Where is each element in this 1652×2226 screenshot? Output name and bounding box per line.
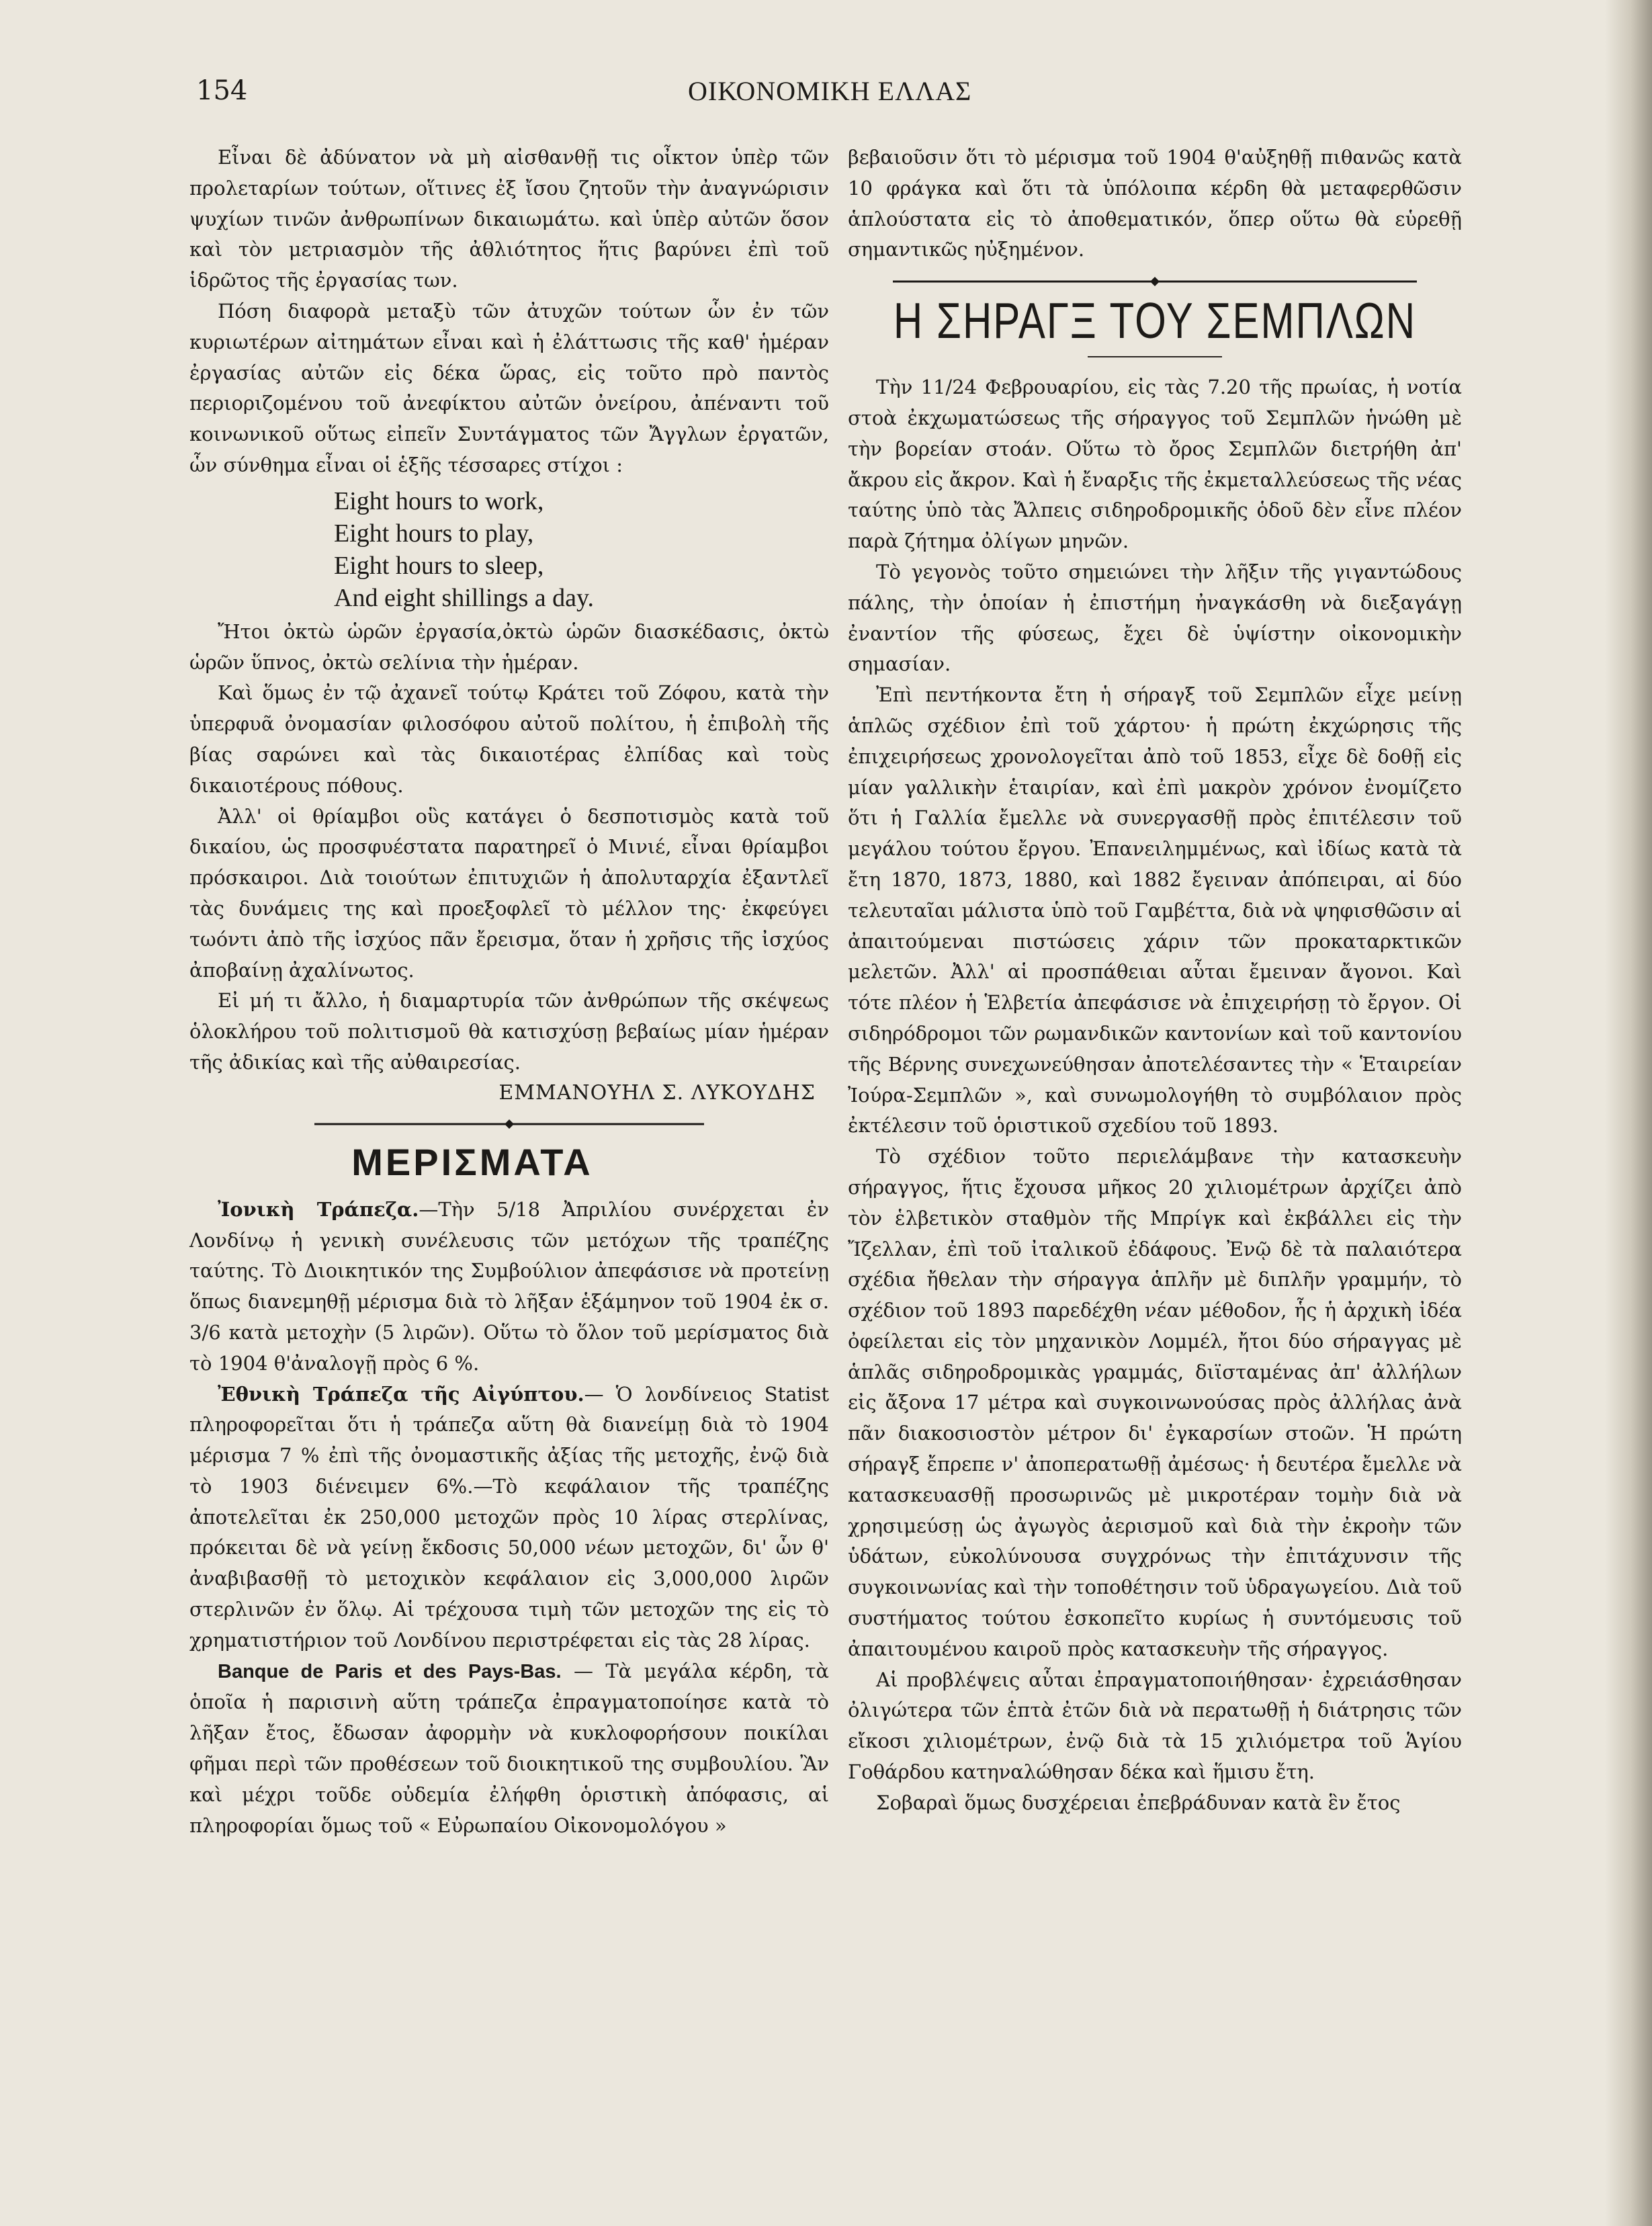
dividend-entry (189, 1656, 829, 1842)
book-gutter-shadow (1605, 0, 1652, 2226)
paragraph: Καὶ ὅμως ἐν τῷ ἀχανεῖ τούτῳ Κράτει τοῦ Ζόφου, κατὰ τὴν ὑπερφυᾶ ὀνομασίαν φιλοσόφου αὐτοῦ πολίτου, ἡ ἐπιβολὴ τῆς βίας σαρώνει καὶ τὰς δικαιοτέρας ἐλπίδας καὶ τοὺς δικαιοτέρους πόθους. (189, 681, 829, 797)
paragraph: βεβαιοῦσιν ὅτι τὸ μέρισμα τοῦ 1904 θ'αὐξηθῇ πιθανῶς κατὰ 10 φράγκα καὶ ὅτι τὰ ὑπόλοιπα κέρδη θὰ μεταφερθῶσιν ἁπλούστατα εἰς τὸ ἀποθεματικόν, ὅπερ οὕτω θὰ εὑρεθῇ σημαντικῶς ηὐξημένον. (848, 146, 1462, 261)
entry-heading: Ἐθνικὴ Τράπεζα τῆς Αἰγύπτου. (218, 1382, 584, 1406)
entry-heading: Ἰονικὴ Τράπεζα. (218, 1197, 419, 1221)
title-underline (1088, 356, 1222, 357)
paragraph: Εἰ μή τι ἄλλο, ἡ διαμαρτυρία τῶν ἀνθρώπων τῆς σκέψεως ὁλοκλήρου τοῦ πολιτισμοῦ θὰ κατισχύσῃ βεβαίως μίαν ἡμέραν τῆς ἀδικίας καὶ τῆς αὐθαιρεσίας. (189, 989, 829, 1074)
author-signature: ΕΜΜΑΝΟΥΗΛ Σ. ΛΥΚΟΥΔΗΣ (498, 1080, 816, 1105)
paragraph: Ἐπὶ πεντήκοντα ἔτη ἡ σήραγξ τοῦ Σεμπλῶν εἶχε μείνῃ ἁπλῶς σχέδιον ἐπὶ τοῦ χάρτου· ἡ πρώτη ἐκχώρησις τῆς ἐπιχειρήσεως χρονολογεῖται ἀπὸ τοῦ 1853, εἶχε δὲ δοθῇ εἰς μίαν γαλλικὴν ἑταιρίαν, καὶ ἐπὶ μακρὸν χρόνον ἐνομίζετο ὅτι ἡ Γαλλία ἔμελλε νὰ συνεργασθῇ πρὸς ἐπιτέλεσιν τοῦ μεγάλου τούτου ἔργου. Ἐπανειλημμένως, καὶ ἰδίως κατὰ τὰ ἔτη 1870, 1873, 1880, καὶ 1882 ἔγειναν ἀπόπειραι, αἱ δύο τελευταῖαι μάλιστα ὑπὸ τοῦ Γαμβέττα, διὰ νὰ ψηφισθῶσιν αἱ ἀπαιτούμεναι πιστώσεις χάριν τῶν προκαταρκτικῶν μελετῶν. Ἀλλ' αἱ προσπάθειαι αὗται ἔμειναν ἄγονοι. Καὶ τότε πλέον ἡ Ἑλβετία ἀπεφάσισε νὰ ἐπιχειρήσῃ τὸ ἔργον. Οἱ σιδηρόδρομοι τῶν ρωμανδικῶν καντονίων καὶ τοῦ καντονίου τῆς Βέρνης συνεχωνεύθησαν ἀποτελέσαντες τὴν « Ἑταιρείαν Ἰούρα-Σεμπλῶν », καὶ συνωμολογήθη τὸ συμβόλαιον πρὸς ἐκτέλεσιν τοῦ ὁριστικοῦ σχεδίου τοῦ 1893. (848, 683, 1462, 1138)
running-title: ΟΙΚΟΝΟΜΙΚΗ ΕΛΛΑΣ (688, 76, 972, 106)
entry-heading: Banque de Paris et des Pays-Bas. (218, 1660, 562, 1682)
section-title: ΜΕΡΙΣΜΑΤΑ (351, 1140, 593, 1183)
ornamental-divider (314, 1117, 704, 1131)
article-title: Η ΣΗΡΑΓΞ ΤΟΥ ΣΕΜΠΛΩΝ (893, 292, 1417, 349)
paragraph: Αἱ προβλέψεις αὗται ἐπραγματοποιήθησαν· ἐχρειάσθησαν ὀλιγώτερα τῶν ἑπτὰ ἐτῶν διὰ νὰ περατωθῇ ἡ διάτρησις τῶν εἴκοσι χιλιομέτρων, ἐνῷ διὰ τὰ 15 χιλιόμετρα τοῦ Ἁγίου Γοθάρδου κατηναλώθησαν δέκα καὶ ἥμισυ ἔτη. (848, 1668, 1462, 1784)
right-column (848, 142, 1462, 1819)
paragraph: Τὴν 11/24 Φεβρουαρίου, εἰς τὰς 7.20 τῆς πρωίας, ἡ νοτία στοὰ ἐκχωματώσεως τῆς σήραγγος τοῦ Σεμπλῶν ἡνώθη μὲ τὴν βορείαν στοάν. Οὕτω τὸ ὄρος Σεμπλῶν διετρήθη ἀπ' ἄκρου εἰς ἄκρον. Καὶ ἡ ἔναρξις τῆς ἐκμεταλλεύσεως τῆς νέας ταύτης ὑπὸ τὰς Ἄλπεις σιδηροδρομικῆς ὁδοῦ δὲν εἶνε πλέον παρὰ ζήτημα ὀλίγων μηνῶν. (848, 376, 1462, 553)
verse-line: And eight shillings a day. (334, 583, 594, 612)
left-column (189, 142, 829, 1841)
page-header (0, 75, 1652, 116)
entry-text: —Τὴν 5/18 Ἀπριλίου συνέρχεται ἐν Λονδίνῳ ἡ γενικὴ συνέλευσις τῶν μετόχων τῆς τραπέζης ταύτης. Τὸ Διοικητικόν της Συμβούλιον ἀπεφάσισε νὰ προτείνῃ ὅπως διανεμηθῇ μέρισμα διὰ τὸ λῆξαν ἑξάμηνον τοῦ 1904 ἐκ σ. 3/6 κατὰ μετοχὴν (5 λιρῶν). Οὕτω τὸ ὅλον τοῦ μερίσματος διὰ τὸ 1904 θ'ἀναλογῇ πρὸς 6 %. (189, 1197, 829, 1375)
dividend-entry (189, 1379, 829, 1656)
page-number: 154 (196, 75, 248, 106)
paragraph: Σοβαραὶ ὅμως δυσχέρειαι ἐπεβράδυναν κατὰ ἓν ἔτος (876, 1791, 1401, 1814)
verse-line: Eight hours to sleep, (334, 551, 544, 580)
verse-line: Eight hours to work, (334, 486, 544, 515)
verse-line: Eight hours to play, (334, 519, 534, 548)
english-verse (334, 485, 829, 614)
dividend-entry (189, 1195, 829, 1379)
paragraph: Ἤτοι ὀκτὼ ὡρῶν ἐργασία,ὀκτὼ ὡρῶν διασκέδασις, ὀκτὼ ὡρῶν ὕπνος, ὀκτὼ σελίνια τὴν ἡμέραν. (189, 619, 829, 674)
entry-text: — Τὰ μεγάλα κέρδη, τὰ ὁποῖα ἡ παρισινὴ αὕτη τράπεζα ἐπραγματοποίησε κατὰ τὸ λῆξαν ἔτος, ἔδωσαν ἀφορμὴν νὰ κυκλοφορήσουν ποικίλαι φῆμαι περὶ τῶν προθέσεων τοῦ διοικητικοῦ της συμβουλίου. Ἂν καὶ μέχρι τοῦδε οὐδεμία ἐλήφθη ὁριστικὴ ἀπόφασις, αἱ πληροφορίαι ὅμως τοῦ « Εὐρωπαίου Οἰκονομολόγου » (189, 1659, 829, 1837)
entry-text: — Ὁ λονδίνειος Statist πληροφορεῖται ὅτι ἡ τράπεζα αὕτη θὰ διανείμῃ διὰ τὸ 1904 μέρισμα 7 % ἐπὶ τῆς ὀνομαστικῆς ἀξίας τῆς μετοχῆς, ἐνῷ διὰ τὸ 1903 διένειμεν 6%.—Τὸ κεφάλαιον τῆς τραπέζης ἀποτελεῖται ἐκ 250,000 μετοχῶν πρὸς 10 λίρας στερλίνας, πρόκειται δὲ νὰ γείνῃ ἔκδοσις 50,000 νέων μετοχῶν, δι' ὧν θ' ἀναβιβασθῇ τὸ μετοχικὸν κεφάλαιον εἰς 3,000,000 λιρῶν στερλινῶν ἐν ὅλῳ. Αἱ τρέχουσα τιμὴ τῶν μετοχῶν της εἰς τὸ χρηματιστήριον τοῦ Λονδίνου περιστρέφεται εἰς τὰς 28 λίρας. (189, 1382, 829, 1652)
ornamental-divider (893, 275, 1417, 288)
paragraph: Τὸ γεγονὸς τοῦτο σημειώνει τὴν λῆξιν τῆς γιγαντώδους πάλης, τὴν ὁποίαν ἡ ἐπιστήμη ἠναγκάσθη νὰ διεξαγάγῃ ἐναντίον τῆς φύσεως, ἔχει δὲ ὑψίστην οἰκονομικὴν σημασίαν. (848, 560, 1462, 676)
paragraph: Ἀλλ' οἱ θρίαμβοι οὓς κατάγει ὁ δεσποτισμὸς κατὰ τοῦ δικαίου, ὡς προσφυέστατα παρατηρεῖ ὁ Μινιέ, εἶναι θρίαμβοι πρόσκαιροι. Διὰ τοιούτων ἐπιτυχιῶν ἡ ἀπολυταρχία ἐξαντλεῖ τὰς δυνάμεις της καὶ προεξοφλεῖ τὸ μέλλον της· ἐκφεύγει τωόντι ἀπὸ τῆς ἰσχύος πᾶν ἔρεισμα, ὅταν ἡ χρῆσις τῆς ἰσχύος ἀποβαίνῃ ἀχαλίνωτος. (189, 804, 829, 982)
paragraph: Εἶναι δὲ ἀδύνατον νὰ μὴ αἰσθανθῇ τις οἶκτον ὑπὲρ τῶν προλεταρίων τούτων, οἵτινες ἐξ ἴσου ζητοῦν τὴν ἀναγνώρισιν ψυχίων τινῶν ἀνθρωπίνων δικαιωμάτω. καὶ ὑπὲρ αὐτῶν ὅσον καὶ τὸν μετριασμὸν τῆς ἀθλιότητος ἥτις βαρύνει ἐπὶ τοῦ ἱδρῶτος τῆς ἐργασίας των. (189, 146, 829, 292)
paragraph: Τὸ σχέδιον τοῦτο περιελάμβανε τὴν κατασκευὴν σήραγγος, ἥτις ἔχουσα μῆκος 20 χιλιομέτρων ἀρχίζει ἀπὸ τὸν ἑλβετικὸν σταθμὸν τῆς Μπρίγκ καὶ ἐκβάλλει εἰς τὴν Ἴζελλαν, ἐπὶ τοῦ ἰταλικοῦ ἐδάφους. Ἐνῷ δὲ τὰ παλαιότερα σχέδια ἤθελαν τὴν σήραγγα ἁπλῆν μὲ διπλῆν γραμμήν, τὸ σχέδιον τοῦ 1893 παρεδέχθη νέαν μέθοδον, ἧς ἡ ἀρχικὴ ἰδέα ὀφείλεται εἰς τὸν μηχανικὸν Λομμέλ, ἤτοι δύο σήραγγας μὲ ἁπλᾶς σιδηροδρομικὰς γραμμάς, διϊσταμένας ἀπ' ἀλλήλων εἰς ἄξονα 17 μέτρα καὶ συγκοινωνούσας πρὸς ἀλλήλας ἀνὰ πᾶν διακοσιοστὸν μέτρον δι' ἐγκαρσίων στοῶν. Ἡ πρώτη σήραγξ ἔπρεπε ν' ἀποπερατωθῇ ἀμέσως· ἡ δευτέρα ἔμελλε νὰ κατασκευασθῇ προσωρινῶς μὲ μικροτέραν τομὴν διὰ νὰ χρησιμεύσῃ ὡς ἀγωγὸς ἀερισμοῦ καὶ διὰ τὴν ἐκροὴν τῶν ὑδάτων, εὐκολύνουσα συγχρόνως τὴν ἐπιτάχυνσιν τῆς συγκοινωνίας καὶ τὴν τοποθέτησιν τοῦ ὑδραγωγείου. Διὰ τοῦ συστήματος τούτου ἐσκοπεῖτο κυρίως ἡ συντόμευσις τοῦ ἀπαιτουμένου καιροῦ πρὸς κατασκευὴν τῆς σήραγγος. (848, 1145, 1462, 1660)
paragraph: Πόση διαφορὰ μεταξὺ τῶν ἀτυχῶν τούτων ὧν ἐν τῶν κυριωτέρων αἰτημάτων εἶναι καὶ ἡ ἐλάττωσις τῆς καθ' ἡμέραν ἐργασίας αὐτῶν εἰς δέκα ὥρας, εἰς τοῦτο πρὸ παντὸς περιοριζομένου τοῦ ἀνεφίκτου αὐτῶν ὀνείρου, ἀπέναντι τοῦ κοινωνικοῦ οὕτως εἰπεῖν Συντάγματος τῶν Ἄγγλων ἐργατῶν, ὧν σύνθημα εἶναι οἱ ἑξῆς τέσσαρες στίχοι : (189, 299, 829, 476)
